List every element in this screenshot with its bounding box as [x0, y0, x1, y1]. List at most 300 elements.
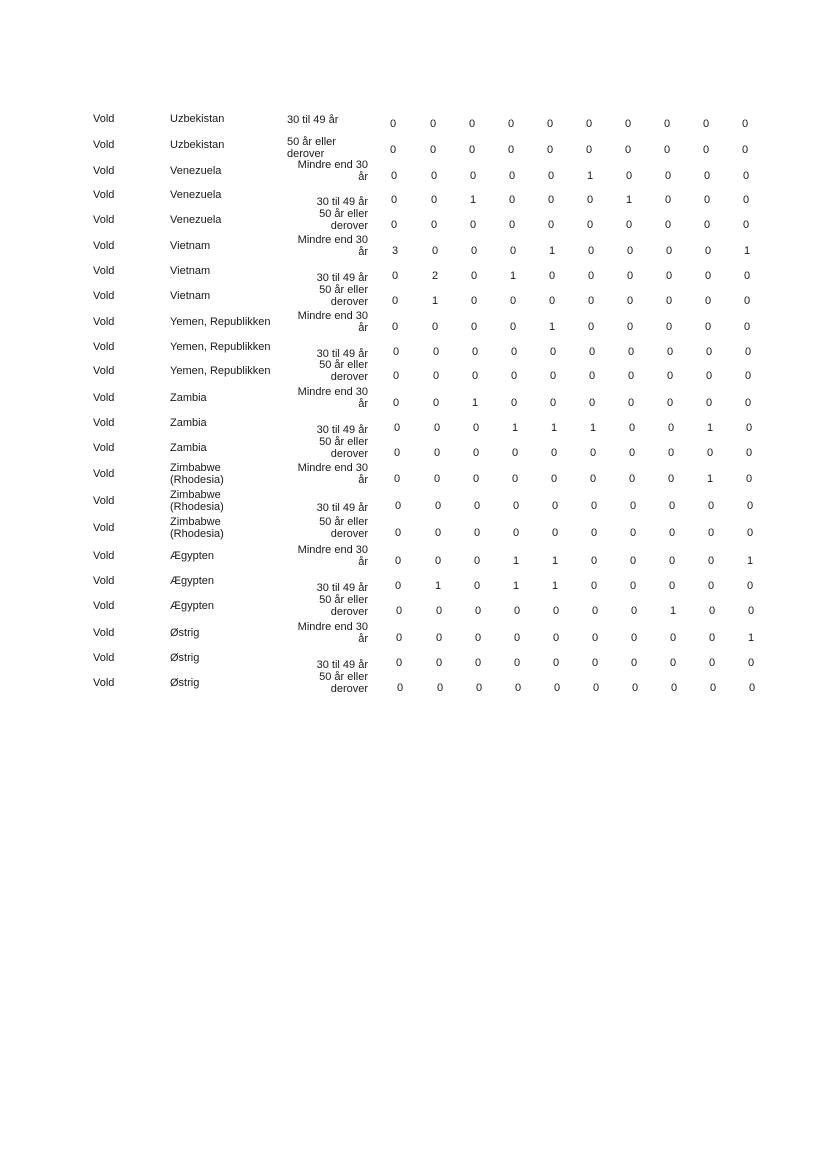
value-cell: 0	[434, 500, 442, 512]
value-cell: 0	[392, 346, 400, 358]
age-group-cell: Mindre end 30 år	[297, 234, 368, 258]
crime-cell: Vold	[93, 189, 115, 201]
value-cell: 0	[705, 370, 713, 382]
value-cell: 0	[430, 219, 438, 231]
crime-cell: Vold	[93, 240, 115, 252]
table-row	[0, 338, 828, 362]
value-cell: 0	[429, 144, 437, 156]
value-cell: 0	[591, 632, 599, 644]
value-cell: 0	[668, 580, 676, 592]
value-cell: 0	[665, 270, 673, 282]
value-cell: 0	[624, 118, 632, 130]
value-cell: 0	[627, 397, 635, 409]
value-cell: 0	[588, 370, 596, 382]
age-group-cell: 50 år eller derover	[319, 208, 368, 232]
value-cell: 0	[592, 682, 600, 694]
value-cell: 0	[547, 170, 555, 182]
country-cell: Østrig	[170, 627, 200, 639]
value-cell: 0	[630, 605, 638, 617]
value-cell: 0	[391, 321, 399, 333]
value-cell: 1	[625, 194, 633, 206]
table-row	[0, 516, 828, 543]
value-cell: 0	[624, 144, 632, 156]
value-cell: 1	[743, 245, 751, 257]
value-cell: 0	[391, 295, 399, 307]
crime-cell: Vold	[93, 214, 115, 226]
value-cell: 0	[743, 295, 751, 307]
value-cell: 0	[508, 219, 516, 231]
crime-cell: Vold	[93, 600, 115, 612]
value-cell: 0	[704, 270, 712, 282]
value-cell: 0	[709, 682, 717, 694]
table-row	[0, 671, 828, 698]
age-group-cell: 50 år eller derover	[319, 284, 368, 308]
value-cell: 0	[546, 144, 554, 156]
value-cell: 0	[469, 219, 477, 231]
value-cell: 0	[393, 422, 401, 434]
value-cell: 1	[586, 170, 594, 182]
value-cell: 2	[431, 270, 439, 282]
value-cell: 0	[589, 473, 597, 485]
table-row	[0, 208, 828, 235]
country-cell: Yemen, Republikken	[170, 365, 271, 377]
table-row	[0, 159, 828, 186]
age-group-cell: 50 år eller derover	[319, 359, 368, 383]
value-cell: 1	[551, 555, 559, 567]
age-group-cell: 30 til 49 år	[316, 424, 368, 436]
value-cell: 1	[746, 555, 754, 567]
value-cell: 1	[431, 295, 439, 307]
value-cell: 0	[707, 580, 715, 592]
value-cell: 0	[743, 321, 751, 333]
value-cell: 0	[395, 657, 403, 669]
value-cell: 0	[586, 219, 594, 231]
value-cell: 0	[549, 346, 557, 358]
crime-cell: Vold	[93, 575, 115, 587]
value-cell: 0	[553, 682, 561, 694]
country-cell: Yemen, Republikken	[170, 316, 271, 328]
age-group-cell: 30 til 49 år	[316, 502, 368, 514]
country-cell: Ægypten	[170, 550, 215, 562]
value-cell: 0	[395, 605, 403, 617]
value-cell: 0	[394, 500, 402, 512]
crime-cell: Vold	[93, 468, 115, 480]
value-cell: 0	[705, 397, 713, 409]
crime-cell: Vold	[93, 522, 115, 534]
value-cell: 0	[429, 118, 437, 130]
value-cell: 0	[708, 632, 716, 644]
table-row	[0, 386, 828, 413]
value-cell: 0	[747, 605, 755, 617]
age-group-cell: 50 år eller derover	[319, 516, 368, 540]
value-cell: 0	[470, 295, 478, 307]
value-cell: 0	[434, 555, 442, 567]
age-group-cell: 30 til 49 år	[316, 582, 368, 594]
value-cell: 0	[394, 527, 402, 539]
age-group-cell: 30 til 49 år	[316, 348, 368, 360]
value-cell: 0	[664, 219, 672, 231]
value-cell: 0	[589, 447, 597, 459]
value-cell: 0	[432, 397, 440, 409]
value-cell: 0	[430, 170, 438, 182]
value-cell: 0	[705, 346, 713, 358]
crime-cell: Vold	[93, 165, 115, 177]
crime-cell: Vold	[93, 652, 115, 664]
value-cell: 0	[664, 194, 672, 206]
value-cell: 0	[746, 500, 754, 512]
crime-cell: Vold	[93, 442, 115, 454]
country-cell: Uzbekistan	[170, 139, 225, 151]
value-cell: 0	[665, 295, 673, 307]
age-group-cell: 50 år eller derover	[319, 436, 368, 460]
value-cell: 0	[549, 370, 557, 382]
value-cell: 0	[588, 346, 596, 358]
age-group-cell: 50 år eller derover	[287, 136, 336, 160]
value-cell: 0	[625, 219, 633, 231]
value-cell: 0	[548, 270, 556, 282]
value-cell: 0	[468, 118, 476, 130]
value-cell: 0	[590, 500, 598, 512]
value-cell: 0	[744, 397, 752, 409]
value-cell: 0	[508, 170, 516, 182]
value-cell: 0	[393, 473, 401, 485]
value-cell: 0	[707, 527, 715, 539]
value-cell: 0	[470, 321, 478, 333]
value-cell: 0	[509, 321, 517, 333]
country-cell: Venezuela	[170, 214, 222, 226]
value-cell: 0	[626, 245, 634, 257]
value-cell: 0	[666, 397, 674, 409]
value-cell: 0	[392, 370, 400, 382]
value-cell: 0	[629, 555, 637, 567]
value-cell: 0	[472, 473, 480, 485]
value-cell: 0	[473, 580, 481, 592]
value-cell: 0	[470, 270, 478, 282]
country-cell: Ægypten	[170, 575, 215, 587]
value-cell: 0	[507, 144, 515, 156]
value-cell: 0	[435, 632, 443, 644]
value-cell: 0	[470, 245, 478, 257]
value-cell: 0	[471, 346, 479, 358]
value-cell: 0	[707, 555, 715, 567]
value-cell: 0	[590, 580, 598, 592]
country-cell: Zimbabwe (Rhodesia)	[170, 462, 224, 486]
table-row	[0, 649, 828, 673]
value-cell: 0	[433, 422, 441, 434]
value-cell: 0	[513, 632, 521, 644]
table-row	[0, 136, 828, 160]
value-cell: 0	[548, 295, 556, 307]
value-cell: 1	[512, 555, 520, 567]
age-group-cell: Mindre end 30 år	[297, 462, 368, 486]
value-cell: 1	[471, 397, 479, 409]
value-cell: 0	[394, 555, 402, 567]
value-cell: 0	[552, 657, 560, 669]
value-cell: 1	[706, 473, 714, 485]
value-cell: 0	[669, 657, 677, 669]
table-row	[0, 462, 828, 489]
value-cell: 0	[585, 118, 593, 130]
value-cell: 0	[590, 527, 598, 539]
value-cell: 0	[509, 245, 517, 257]
value-cell: 0	[436, 682, 444, 694]
value-cell: 0	[389, 144, 397, 156]
value-cell: 0	[587, 295, 595, 307]
crime-cell: Vold	[93, 392, 115, 404]
table-row	[0, 310, 828, 337]
value-cell: 0	[668, 527, 676, 539]
value-cell: 0	[549, 397, 557, 409]
value-cell: 0	[665, 321, 673, 333]
value-cell: 0	[665, 245, 673, 257]
value-cell: 0	[473, 555, 481, 567]
crime-cell: Vold	[93, 316, 115, 328]
value-cell: 0	[431, 321, 439, 333]
value-cell: 0	[390, 170, 398, 182]
value-cell: 0	[708, 657, 716, 669]
country-cell: Zambia	[170, 417, 207, 429]
value-cell: 1	[548, 321, 556, 333]
value-cell: 0	[702, 144, 710, 156]
value-cell: 1	[706, 422, 714, 434]
crime-cell: Vold	[93, 290, 115, 302]
crime-cell: Vold	[93, 139, 115, 151]
crime-cell: Vold	[93, 365, 115, 377]
value-cell: 1	[511, 422, 519, 434]
value-cell: 0	[389, 118, 397, 130]
value-cell: 0	[432, 370, 440, 382]
value-cell: 1	[669, 605, 677, 617]
value-cell: 0	[514, 682, 522, 694]
crime-cell: Vold	[93, 341, 115, 353]
country-cell: Vietnam	[170, 240, 211, 252]
value-cell: 0	[472, 447, 480, 459]
value-cell: 0	[510, 346, 518, 358]
table-row	[0, 544, 828, 571]
age-group-cell: 30 til 49 år	[316, 272, 368, 284]
country-cell: Østrig	[170, 677, 200, 689]
value-cell: 0	[591, 605, 599, 617]
table-row	[0, 594, 828, 621]
value-cell: 0	[546, 118, 554, 130]
value-cell: 1	[512, 580, 520, 592]
value-cell: 0	[667, 422, 675, 434]
value-cell: 0	[629, 500, 637, 512]
value-cell: 0	[704, 321, 712, 333]
value-cell: 0	[512, 500, 520, 512]
value-cell: 1	[548, 245, 556, 257]
table-row	[0, 284, 828, 311]
value-cell: 0	[741, 144, 749, 156]
country-cell: Zimbabwe (Rhodesia)	[170, 489, 224, 513]
value-cell: 1	[589, 422, 597, 434]
value-cell: 0	[394, 580, 402, 592]
value-cell: 0	[630, 632, 638, 644]
value-cell: 0	[395, 632, 403, 644]
crime-cell: Vold	[93, 677, 115, 689]
value-cell: 0	[396, 682, 404, 694]
value-cell: 0	[706, 447, 714, 459]
value-cell: 0	[745, 447, 753, 459]
value-cell: 0	[747, 657, 755, 669]
value-cell: 0	[586, 194, 594, 206]
value-cell: 0	[393, 447, 401, 459]
age-group-cell: 30 til 49 år	[316, 196, 368, 208]
value-cell: 0	[702, 118, 710, 130]
value-cell: 0	[667, 473, 675, 485]
value-cell: 0	[510, 397, 518, 409]
value-cell: 0	[628, 473, 636, 485]
value-cell: 0	[392, 397, 400, 409]
country-cell: Zimbabwe (Rhodesia)	[170, 516, 224, 540]
value-cell: 0	[434, 527, 442, 539]
value-cell: 0	[626, 295, 634, 307]
value-cell: 0	[512, 527, 520, 539]
value-cell: 0	[547, 194, 555, 206]
value-cell: 0	[627, 346, 635, 358]
country-cell: Yemen, Republikken	[170, 341, 271, 353]
value-cell: 0	[433, 473, 441, 485]
value-cell: 0	[703, 170, 711, 182]
value-cell: 0	[587, 321, 595, 333]
value-cell: 0	[547, 219, 555, 231]
crime-cell: Vold	[93, 495, 115, 507]
value-cell: 0	[511, 447, 519, 459]
value-cell: 0	[668, 500, 676, 512]
country-cell: Ægypten	[170, 600, 215, 612]
value-cell: 0	[433, 447, 441, 459]
table-row	[0, 489, 828, 516]
age-group-cell: Mindre end 30 år	[297, 386, 368, 410]
value-cell: 0	[550, 473, 558, 485]
crime-cell: Vold	[93, 113, 115, 125]
age-group-cell: Mindre end 30 år	[297, 621, 368, 645]
value-cell: 0	[744, 370, 752, 382]
value-cell: 0	[509, 295, 517, 307]
value-cell: 0	[670, 682, 678, 694]
age-group-cell: 30 til 49 år	[287, 114, 339, 126]
value-cell: 0	[474, 657, 482, 669]
value-cell: 0	[666, 370, 674, 382]
value-cell: 0	[513, 657, 521, 669]
table-row	[0, 572, 828, 596]
value-cell: 0	[391, 270, 399, 282]
value-cell: 0	[746, 580, 754, 592]
value-cell: 0	[390, 219, 398, 231]
table-row	[0, 234, 828, 261]
age-group-cell: Mindre end 30 år	[297, 310, 368, 334]
value-cell: 0	[742, 194, 750, 206]
value-cell: 0	[508, 194, 516, 206]
value-cell: 0	[472, 422, 480, 434]
value-cell: 0	[551, 527, 559, 539]
table-row	[0, 621, 828, 648]
value-cell: 0	[435, 657, 443, 669]
value-cell: 0	[471, 370, 479, 382]
value-cell: 0	[435, 605, 443, 617]
value-cell: 0	[513, 605, 521, 617]
value-cell: 0	[551, 500, 559, 512]
value-cell: 0	[664, 170, 672, 182]
value-cell: 0	[745, 422, 753, 434]
value-cell: 0	[669, 632, 677, 644]
age-group-cell: Mindre end 30 år	[297, 544, 368, 568]
value-cell: 0	[550, 447, 558, 459]
value-cell: 0	[585, 144, 593, 156]
table-row	[0, 436, 828, 463]
age-group-cell: Mindre end 30 år	[297, 159, 368, 183]
crime-cell: Vold	[93, 627, 115, 639]
value-cell: 3	[391, 245, 399, 257]
value-cell: 0	[741, 118, 749, 130]
value-cell: 1	[551, 580, 559, 592]
value-cell: 0	[430, 194, 438, 206]
value-cell: 0	[588, 397, 596, 409]
age-group-cell: 30 til 49 år	[316, 659, 368, 671]
value-cell: 0	[663, 118, 671, 130]
table-row	[0, 186, 828, 210]
crime-cell: Vold	[93, 417, 115, 429]
value-cell: 0	[708, 605, 716, 617]
country-cell: Venezuela	[170, 189, 222, 201]
value-cell: 0	[625, 170, 633, 182]
value-cell: 0	[432, 346, 440, 358]
table-row	[0, 414, 828, 438]
crime-cell: Vold	[93, 265, 115, 277]
value-cell: 0	[629, 580, 637, 592]
country-cell: Vietnam	[170, 265, 211, 277]
value-cell: 0	[668, 555, 676, 567]
value-cell: 0	[469, 170, 477, 182]
value-cell: 0	[590, 555, 598, 567]
value-cell: 0	[744, 346, 752, 358]
value-cell: 0	[631, 682, 639, 694]
value-cell: 0	[587, 270, 595, 282]
value-cell: 0	[628, 447, 636, 459]
value-cell: 0	[510, 370, 518, 382]
value-cell: 0	[473, 500, 481, 512]
value-cell: 0	[745, 473, 753, 485]
value-cell: 0	[628, 422, 636, 434]
age-group-cell: 50 år eller derover	[319, 671, 368, 695]
value-cell: 0	[667, 447, 675, 459]
value-cell: 0	[591, 657, 599, 669]
value-cell: 1	[509, 270, 517, 282]
country-cell: Østrig	[170, 652, 200, 664]
value-cell: 0	[748, 682, 756, 694]
value-cell: 0	[630, 657, 638, 669]
value-cell: 1	[469, 194, 477, 206]
country-cell: Uzbekistan	[170, 113, 225, 125]
value-cell: 0	[746, 527, 754, 539]
value-cell: 0	[703, 194, 711, 206]
crime-cell: Vold	[93, 550, 115, 562]
value-cell: 0	[552, 605, 560, 617]
value-cell: 0	[707, 500, 715, 512]
age-group-cell: 50 år eller derover	[319, 594, 368, 618]
value-cell: 0	[507, 118, 515, 130]
value-cell: 0	[587, 245, 595, 257]
value-cell: 0	[666, 346, 674, 358]
value-cell: 0	[511, 473, 519, 485]
value-cell: 0	[703, 219, 711, 231]
table-row	[0, 359, 828, 386]
country-cell: Vietnam	[170, 290, 211, 302]
value-cell: 0	[473, 527, 481, 539]
value-cell: 0	[468, 144, 476, 156]
value-cell: 0	[626, 270, 634, 282]
value-cell: 1	[434, 580, 442, 592]
